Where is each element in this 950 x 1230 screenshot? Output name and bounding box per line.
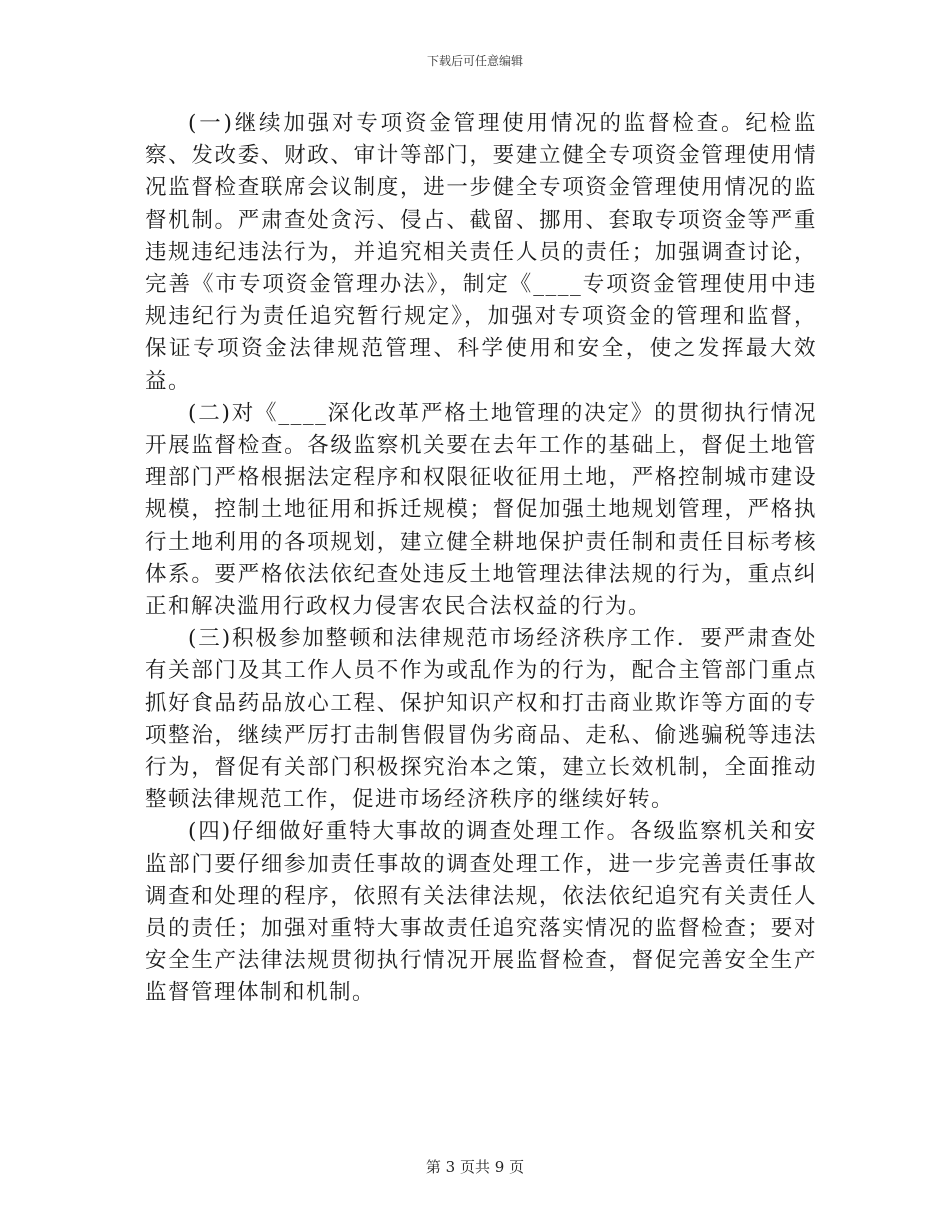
page-number: 第 3 页共 9 页 — [425, 1158, 525, 1176]
paragraph-4: (四)仔细做好重特大事故的调查处理工作。各级监察机关和安监部门要仔细参加责任事故的调查处理工作，进一步完善责任事故调查和处理的程序，依照有关法律法规，依法依纪追究有关责任人员的责任；加强对重特大事故责任追究落实情况的监督检查；要对安全生产法律法规贯彻执行情况开展监督检查，督促完善安全生产监督管理体制和机制。 — [145, 819, 817, 1006]
document-body — [145, 108, 817, 1010]
paragraph-3: (三)积极参加整顿和法律规范市场经济秩序工作．要严肃查处有关部门及其工作人员不作为或乱作为的行为，配合主管部门重点抓好食品药品放心工程、保护知识产权和打击商业欺诈等方面的专项整治，继续严厉打击制售假冒伪劣商品、走私、偷逃骗税等违法行为，督促有关部门积极探究治本之策，建立长效机制，全面推动整顿法律规范工作，促进市场经济秩序的继续好转。 — [145, 626, 817, 813]
paragraph-2: (二)对《____深化改革严格土地管理的决定》的贯彻执行情况开展监督检查。各级监察机关要在去年工作的基础上，督促土地管理部门严格根据法定程序和权限征收征用土地，严格控制城市建设规模，控制土地征用和拆迁规模；督促加强土地规划管理，严格执行土地利用的各项规划，建立健全耕地保护责任制和责任目标考核体系。要严格依法依纪查处违反土地管理法律法规的行为，重点纠正和解决滥用行政权力侵害农民合法权益的行为。 — [145, 400, 817, 620]
paragraph-1: (一)继续加强对专项资金管理使用情况的监督检查。纪检监察、发改委、财政、审计等部门，要建立健全专项资金管理使用情况监督检查联席会议制度，进一步健全专项资金管理使用情况的监督机制。严肃查处贪污、侵占、截留、挪用、套取专项资金等严重违规违纪违法行为，并追究相关责任人员的责任；加强调查讨论，完善《市专项资金管理办法》，制定《____专项资金管理使用中违规违纪行为责任追究暂行规定》，加强对专项资金的管理和监督，保证专项资金法律规范管理、科学使用和安全，使之发挥最大效益。 — [145, 111, 817, 394]
page-header: 下载后可任意编辑 — [426, 54, 523, 68]
